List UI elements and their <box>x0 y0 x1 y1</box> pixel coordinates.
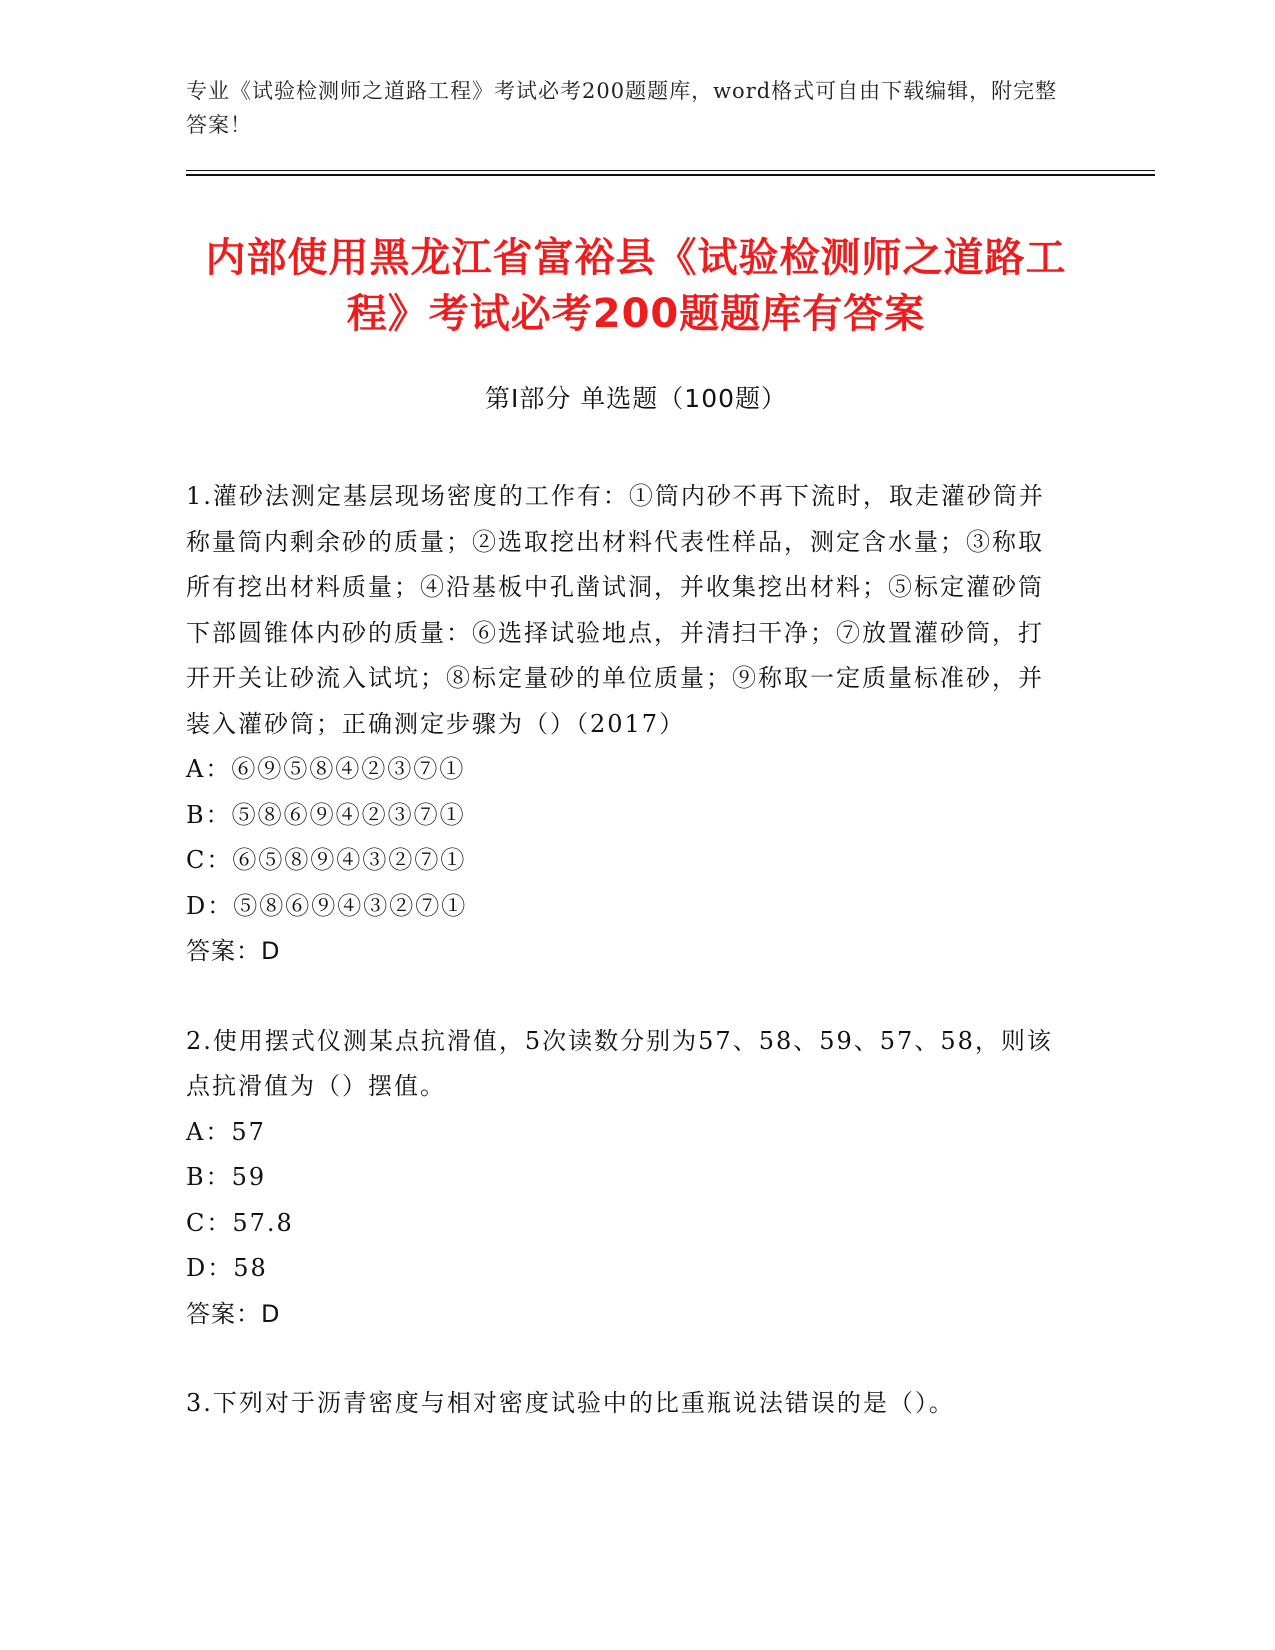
option-b: B：⑤⑧⑥⑨④②③⑦① <box>186 800 466 829</box>
header-rule-thick <box>186 174 1155 176</box>
question-stem: 1.灌砂法测定基层现场密度的工作有：①筒内砂不再下流时，取走灌砂筒并称量筒内剩余砂的质量；②选取挖出材料代表性样品，测定含水量；③称取所有挖出材料质量；④沿基板中孔凿试洞，并收集挖出材料；⑤标定灌砂筒下部圆锥体内砂的质量：⑥选择试验地点，并清扫干净；⑦放置灌砂筒，打开开关让砂流入试坑；⑧标定量砂的单位质量；⑨称取一定质量标准砂，并装入灌砂筒；正确测定步骤为（）（2017） <box>186 482 1045 738</box>
question-1 <box>186 474 1066 975</box>
option-d: D：58 <box>186 1254 268 1282</box>
question-list <box>186 474 1066 1471</box>
section-heading: 第I部分 单选题（100题） <box>484 384 788 413</box>
header-note: 专业《试验检测师之道路工程》考试必考200题题库，word格式可自由下载编辑，附完整答案！ <box>186 79 1058 137</box>
question-2 <box>186 1019 1066 1338</box>
option-a: A：⑥⑨⑤⑧④②③⑦① <box>186 755 466 783</box>
option-d: D：⑤⑧⑥⑨④③②⑦① <box>186 891 468 920</box>
question-3 <box>186 1381 1066 1427</box>
option-b: B：59 <box>186 1163 267 1191</box>
header-rule-thin <box>186 170 1155 171</box>
answer-text: 答案：D <box>186 937 281 965</box>
question-stem: 3.下列对于沥青密度与相对密度试验中的比重瓶说法错误的是（）。 <box>186 1389 955 1417</box>
answer-text: 答案：D <box>186 1299 281 1328</box>
option-c: C：57.8 <box>186 1208 294 1237</box>
option-a: A：57 <box>186 1117 266 1146</box>
document-title: 内部使用黑龙江省富裕县《试验检测师之道路工程》考试必考200题题库有答案 <box>205 235 1067 337</box>
option-c: C：⑥⑤⑧⑨④③②⑦① <box>186 846 467 874</box>
question-stem: 2.使用摆式仪测某点抗滑值，5次读数分别为57、58、59、57、58，则该点抗滑值为（）摆值。 <box>186 1026 1053 1100</box>
